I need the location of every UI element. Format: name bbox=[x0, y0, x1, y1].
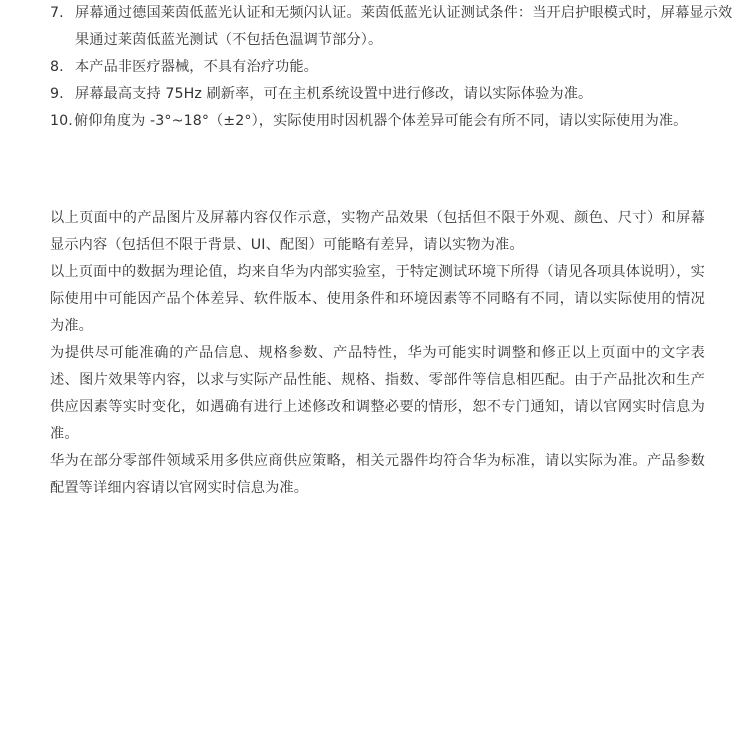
note-item bbox=[50, 108, 740, 135]
disclaimer-paragraph: 以上页面中的产品图片及屏幕内容仅作示意，实物产品效果（包括但不限于外观、颜色、尺寸）和屏幕显示内容（包括但不限于背景、UI、配图）可能略有差异，请以实物为准。 bbox=[50, 210, 705, 253]
note-item bbox=[50, 0, 740, 54]
note-number: 10. bbox=[50, 113, 73, 129]
disclaimer-paragraph: 以上页面中的数据为理论值，均来自华为内部实验室，于特定测试环境下所得（请见各项具体说明），实际使用中可能因产品个体差异、软件版本、使用条件和环境因素等不同略有不同，请以实际使用的情况为准。 bbox=[50, 264, 705, 334]
note-number: 9. bbox=[50, 86, 64, 102]
note-text: 屏幕最高支持 75Hz 刷新率，可在主机系统设置中进行修改，请以实际体验为准。 bbox=[75, 86, 593, 102]
note-text: 俯仰角度为 -3°~18°（±2°），实际使用时因机器个体差异可能会有所不同，请以实际使用为准。 bbox=[74, 113, 688, 129]
disclaimer-paragraph: 华为在部分零部件领域采用多供应商供应策略，相关元器件均符合华为标准，请以实际为准。产品参数配置等详细内容请以官网实时信息为准。 bbox=[50, 453, 705, 496]
disclaimer-paragraph: 为提供尽可能准确的产品信息、规格参数、产品特性，华为可能实时调整和修正以上页面中的文字表述、图片效果等内容，以求与实际产品性能、规格、指数、零部件等信息相匹配。由于产品批次和生产供应因素等实时变化，如遇确有进行上述修改和调整必要的情形，恕不专门通知，请以官网实时信息为准。 bbox=[50, 345, 705, 442]
numbered-notes bbox=[50, 0, 740, 135]
note-text: 本产品非医疗器械，不具有治疗功能。 bbox=[75, 59, 318, 75]
note-number: 7. bbox=[50, 5, 64, 21]
note-item bbox=[50, 81, 740, 108]
note-item bbox=[50, 54, 740, 81]
note-text: 屏幕通过德国莱茵低蓝光认证和无频闪认证。莱茵低蓝光认证测试条件：当开启护眼模式时，屏幕显示效果通过莱茵低蓝光测试（不包括色温调节部分）。 bbox=[75, 5, 733, 48]
disclaimer-block bbox=[50, 205, 705, 502]
note-number: 8. bbox=[50, 59, 64, 75]
